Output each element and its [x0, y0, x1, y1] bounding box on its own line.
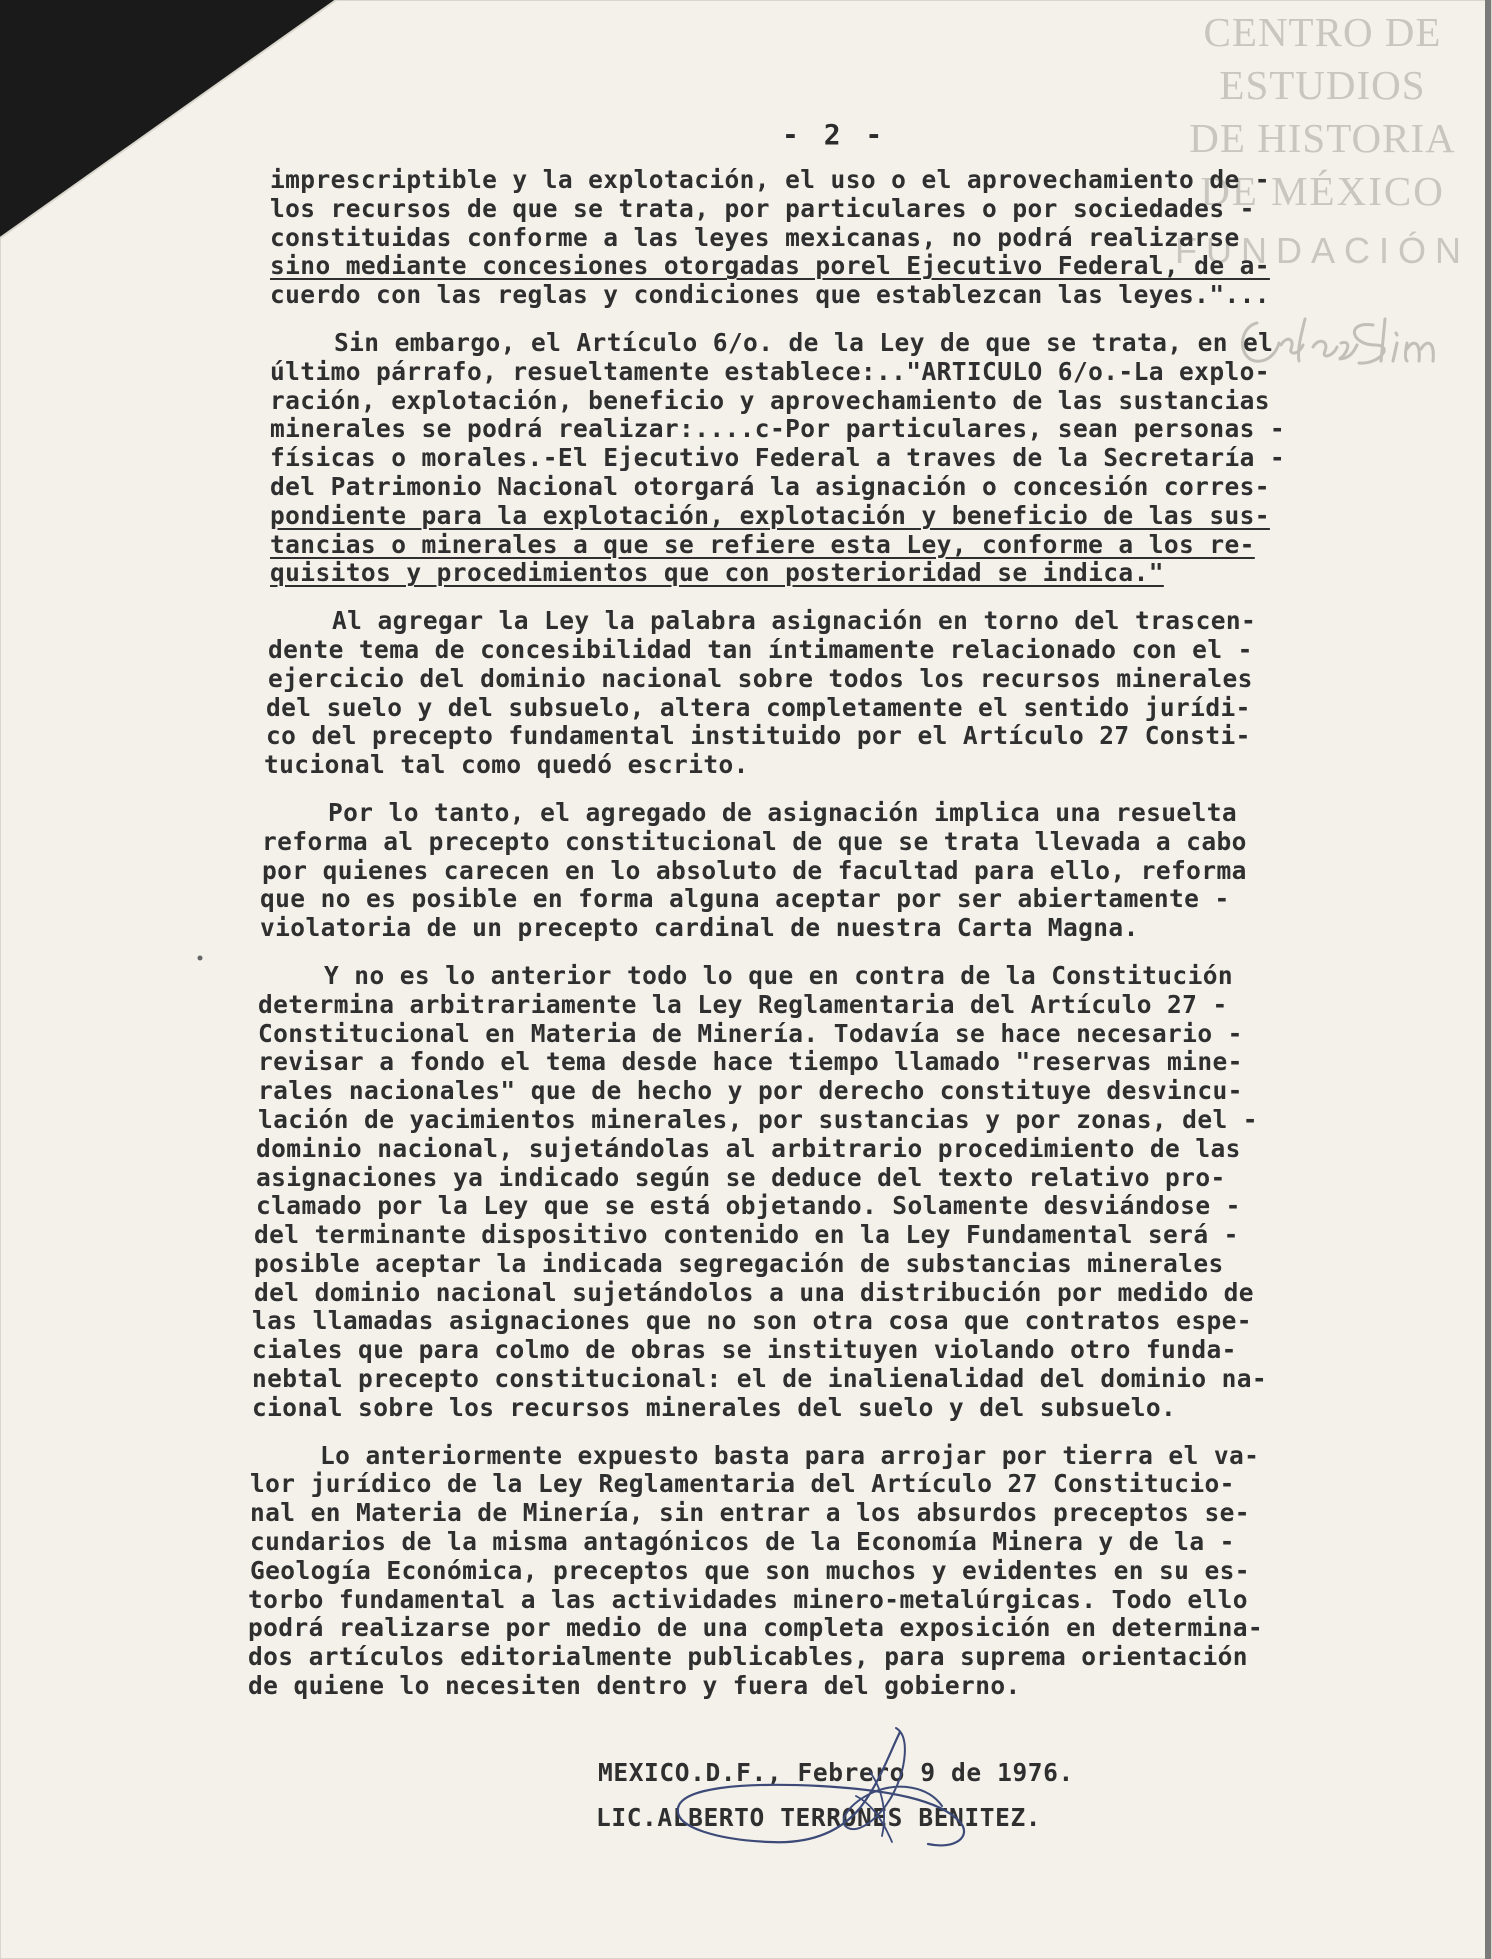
- text-line: del suelo y del subsuelo, altera completamente el sentido jurídi-: [266, 692, 1251, 722]
- text-line: nebtal precepto constitucional: el de inalienalidad del dominio na-: [252, 1364, 1268, 1394]
- text-line: último párrafo, resueltamente establece:.."ARTICULO 6/o.-La explo-: [270, 356, 1270, 386]
- text-line: cional sobre los recursos minerales del suelo y del subsuelo.: [252, 1392, 1177, 1422]
- text-line: constituidas conforme a las leyes mexicanas, no podrá realizarse: [270, 222, 1240, 252]
- text-line: ración, explotación, beneficio y aprovechamiento de las sustancias: [270, 385, 1270, 415]
- watermark-line: ESTUDIOS: [1219, 62, 1426, 108]
- watermark-line: FUNDACIÓN: [1175, 230, 1470, 271]
- place-date: MEXICO.D.F., Febrero 9 de 1976.: [598, 1758, 1074, 1787]
- paragraph: [248, 1440, 1430, 1701]
- closing-block: [598, 1750, 1074, 1840]
- text-line: los recursos de que se trata, por particulares o por sociedades -: [270, 193, 1255, 223]
- paragraph: [264, 606, 1430, 780]
- text-line: que no es posible en forma alguna aceptar por ser abiertamente -: [260, 884, 1230, 914]
- text-line: Al agregar la Ley la palabra asignación en torno del trascen-: [332, 606, 1257, 636]
- watermark-line: DE HISTORIA: [1189, 115, 1456, 161]
- text-line: dominio nacional, sujetándolas al arbitrario procedimiento de las: [256, 1133, 1241, 1163]
- text-line: Lo anteriormente expuesto basta para arrojar por tierra el va-: [320, 1440, 1260, 1470]
- watermark-line: DE MÉXICO: [1200, 168, 1445, 214]
- text-line: violatoria de un precepto cardinal de nuestra Carta Magna.: [260, 913, 1139, 943]
- text-line: imprescriptible y la explotación, el uso o el aprovechamiento de -: [270, 165, 1270, 194]
- text-line: quisitos y procedimientos que con posterioridad se indica.": [270, 558, 1164, 588]
- text-line: nal en Materia de Minería, sin entrar a los absurdos preceptos se-: [250, 1498, 1250, 1528]
- text-line: dente tema de concesibilidad tan íntimamente relacionado con el -: [268, 634, 1253, 664]
- text-line: rales nacionales" que de hecho y por derecho constituye desvincu-: [258, 1076, 1243, 1106]
- text-line: físicas o morales.-El Ejecutivo Federal a traves de la Secretaría -: [270, 443, 1286, 473]
- text-line: Sin embargo, el Artículo 6/o. de la Ley de que se trata, en el: [334, 327, 1274, 357]
- page-number: - 2 -: [782, 118, 887, 151]
- text-line: del terminante dispositivo contenido en la Ley Fundamental será -: [254, 1220, 1239, 1250]
- text-line: clamado por la Ley que se está objetando. Solamente desviándose -: [256, 1191, 1241, 1221]
- text-line: determina arbitrariamente la Ley Reglamentaria del Artículo 27 -: [258, 989, 1228, 1019]
- text-line: del Patrimonio Nacional otorgará la asignación o concesión corres-: [270, 471, 1270, 501]
- text-line: las llamadas asignaciones que no son otra cosa que contratos espe-: [252, 1306, 1252, 1336]
- text-line: del dominio nacional sujetándolos a una distribución por medido de: [254, 1277, 1254, 1307]
- paragraph: [270, 166, 1430, 310]
- text-line: posible aceptar la indicada segregación de substancias minerales: [254, 1248, 1224, 1278]
- author-name: LIC.ALBERTO TERRONES BENITEZ.: [596, 1803, 1042, 1832]
- text-line: cuerdo con las reglas y condiciones que establezcan las leyes."...: [270, 280, 1270, 310]
- watermark-line: CENTRO DE: [1203, 9, 1442, 55]
- text-line: Geología Económica, preceptos que son muchos y evidentes en su es-: [250, 1555, 1250, 1585]
- text-line: ejercicio del dominio nacional sobre todos los recursos minerales: [268, 663, 1253, 693]
- text-line: reforma al precepto constitucional de que se trata llevada a cabo: [262, 826, 1247, 856]
- paragraph: [252, 960, 1430, 1423]
- text-line: lor jurídico de la Ley Reglamentaria del Artículo 27 Constitucio-: [250, 1469, 1235, 1499]
- text-line: tucional tal como quedó escrito.: [264, 750, 749, 780]
- text-line: torbo fundamental a las actividades minero-metalúrgicas. Todo ello: [248, 1584, 1248, 1614]
- text-line: revisar a fondo el tema desde hace tiempo llamado "reservas mine-: [258, 1047, 1243, 1077]
- text-line: Constitucional en Materia de Minería. Todavía se hace necesario -: [258, 1018, 1243, 1048]
- paragraph: [270, 329, 1430, 588]
- text-line: minerales se podrá realizar:....c-Por particulares, sean personas -: [270, 414, 1286, 444]
- text-line: lación de yacimientos minerales, por sustancias y por zonas, del -: [258, 1104, 1258, 1134]
- text-line: dos artículos editorialmente publicables, para suprema orientación: [248, 1642, 1248, 1672]
- text-line: tancias o minerales a que se refiere esta Ley, conforme a los re-: [270, 529, 1255, 559]
- text-line: ciales que para colmo de obras se instituyen violando otro funda-: [252, 1335, 1237, 1365]
- text-line: Y no es lo anterior todo lo que en contra de la Constitución: [324, 960, 1234, 990]
- text-line: Por lo tanto, el agregado de asignación implica una resuelta: [328, 797, 1238, 827]
- paragraph: [260, 797, 1430, 943]
- text-line: sino mediante concesiones otorgadas porel Ejecutivo Federal, de a-: [270, 251, 1270, 281]
- text-line: co del precepto fundamental instituido por el Artículo 27 Consti-: [266, 721, 1251, 751]
- text-line: asignaciones ya indicado según se deduce del texto relativo pro-: [256, 1162, 1226, 1192]
- text-line: por quienes carecen en lo absoluto de facultad para ello, reforma: [262, 855, 1247, 885]
- letter-body: [248, 165, 1430, 1701]
- text-line: de quiene lo necesiten dentro y fuera del gobierno.: [248, 1671, 1021, 1701]
- text-line: pondiente para la explotación, explotación y beneficio de las sus-: [270, 500, 1270, 530]
- text-line: cundarios de la misma antagónicos de la Economía Minera y de la -: [250, 1527, 1235, 1557]
- text-line: podrá realizarse por medio de una completa exposición en determina-: [248, 1613, 1264, 1643]
